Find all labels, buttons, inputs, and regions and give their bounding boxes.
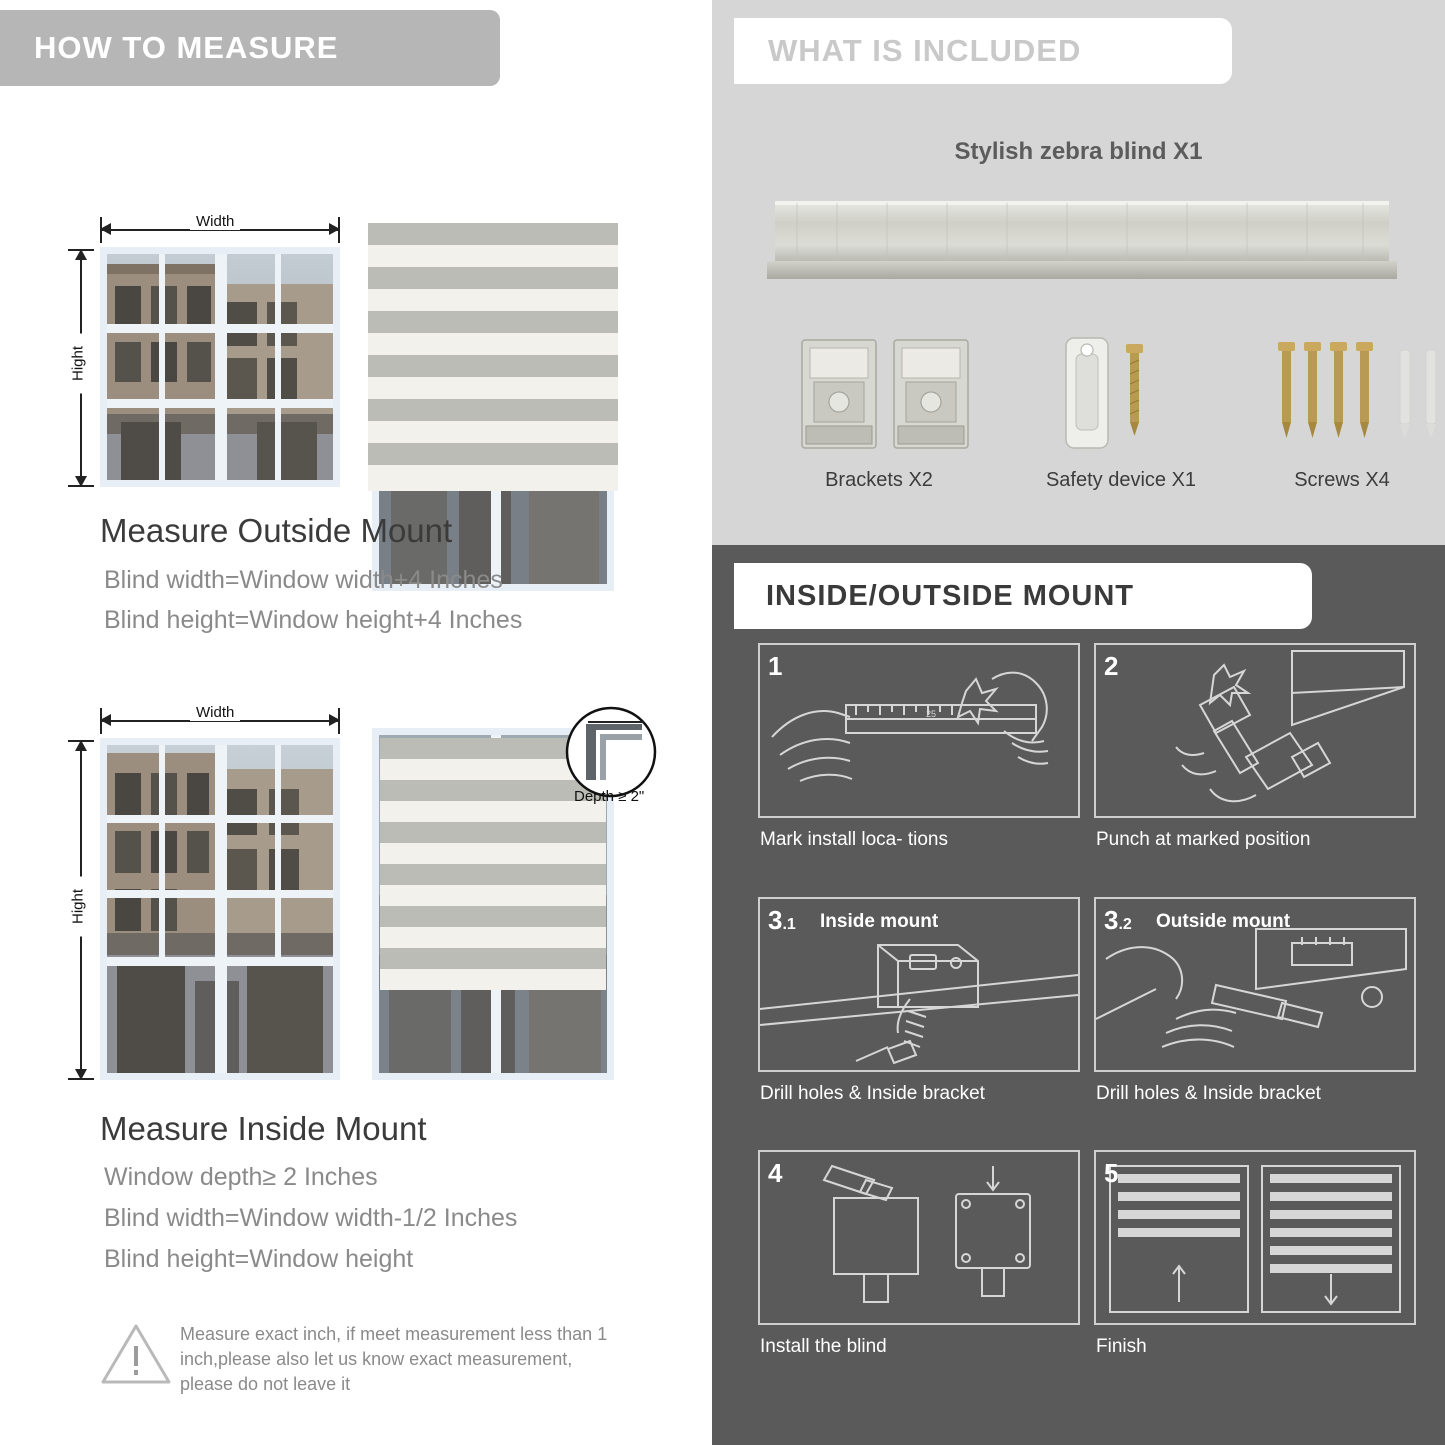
window3-muntin-v2 — [275, 745, 281, 957]
step-2-caption: Punch at marked position — [1096, 829, 1311, 850]
step-2-number: 2 — [1104, 651, 1119, 681]
measure-warning-text: Measure exact inch, if meet measurement less than 1 inch,please also let us know exact measurement, please do not leave it — [180, 1324, 608, 1394]
window3-mullion-h1 — [107, 815, 333, 823]
warning-triangle-icon — [100, 1320, 172, 1386]
what-is-included-banner — [734, 18, 1232, 84]
inside-mount-line-0: Window depth≥ 2 Inches — [104, 1163, 378, 1191]
step-1-number: 1 — [768, 651, 783, 681]
parts-row — [712, 330, 1445, 520]
part-screws-label: Screws X4 — [1294, 469, 1390, 491]
how-to-measure-panel — [0, 0, 712, 1445]
part-safety-device-label: Safety device X1 — [1045, 469, 1197, 491]
outside-width-label: Width — [190, 213, 240, 230]
step-4-number: 4 — [768, 1158, 783, 1188]
window-mullion-h2 — [107, 399, 333, 408]
step-3-2-number: 3.2 — [1104, 905, 1132, 935]
safety-device-icon — [1042, 330, 1292, 460]
inside-outside-mount-panel — [712, 545, 1445, 1445]
measure-warning — [100, 1320, 630, 1410]
inside-width-arrow-right — [329, 714, 340, 726]
finished-blinds-icon — [1096, 1152, 1414, 1323]
outside-mount-line-1: Blind height=Window height+4 Inches — [104, 606, 523, 634]
step-3-1-sublabel: Inside mount — [820, 911, 939, 932]
outside-mount-line-0: Blind width=Window width+4 Inches — [104, 566, 503, 594]
outside-height-arrow-top — [75, 249, 87, 260]
window3-mullion-vertical — [215, 745, 227, 1073]
step-5-caption: Finish — [1096, 1336, 1147, 1357]
depth-label: Depth ≥ 2" — [574, 788, 645, 805]
headrail-illustration — [767, 195, 1397, 290]
inside-height-label: Hight — [70, 877, 87, 937]
inside-height-arrow-bottom — [75, 1069, 87, 1080]
inside-mount-diagram — [0, 700, 712, 1100]
inside-mount-line-2: Blind height=Window height — [104, 1245, 414, 1273]
how-to-measure-title: HOW TO MEASURE — [34, 30, 339, 65]
outside-mount-title: Measure Outside Mount — [100, 512, 453, 549]
window-muntin-v1 — [159, 254, 165, 480]
step-5-number: 5 — [1104, 1158, 1119, 1188]
step-3-2 — [1094, 897, 1416, 1112]
step-2-art — [1094, 643, 1416, 818]
zebra-stripes — [368, 223, 618, 491]
outside-mount-diagram — [0, 105, 712, 515]
step-3-1-number: 3.1 — [768, 905, 796, 935]
outside-height-arrow-bottom — [75, 476, 87, 487]
screws-icon — [1272, 330, 1445, 460]
inside-width-arrow-left — [100, 714, 111, 726]
inside-height-arrow-top — [75, 740, 87, 751]
what-is-included-title: WHAT IS INCLUDED — [768, 33, 1082, 68]
inside-outside-mount-title: INSIDE/OUTSIDE MOUNT — [766, 579, 1135, 612]
inside-window-illustration — [100, 738, 340, 1080]
step-3-2-sublabel: Outside mount — [1156, 911, 1291, 932]
inside-outside-mount-banner — [734, 563, 1312, 629]
product-label: Stylish zebra blind X1 — [954, 138, 1203, 165]
zebra-blind-outside — [368, 223, 618, 491]
inside-width-label: Width — [190, 704, 240, 721]
install-blind-icon — [760, 1152, 1078, 1323]
part-screws — [1272, 330, 1445, 520]
part-brackets-label: Brackets X2 — [825, 469, 933, 491]
window3-muntin-v1 — [159, 745, 165, 957]
window3-mullion-h3 — [107, 957, 333, 966]
outside-window-illustration — [100, 247, 340, 487]
step-4 — [758, 1150, 1080, 1365]
how-to-measure-banner — [0, 10, 500, 86]
window-mullion-h1 — [107, 324, 333, 333]
step-3-1 — [758, 897, 1080, 1112]
step-4-art — [758, 1150, 1080, 1325]
outside-width-arrow-right — [329, 223, 340, 235]
step-5 — [1094, 1150, 1416, 1365]
step-1 — [758, 643, 1080, 858]
outside-width-arrow-left — [100, 223, 111, 235]
what-is-included-panel — [712, 0, 1445, 545]
measure-tape-hands-icon — [760, 645, 1078, 816]
step-2 — [1094, 643, 1416, 858]
step-5-art — [1094, 1150, 1416, 1325]
svg-text:25: 25 — [926, 709, 937, 719]
step-3-1-caption: Drill holes & Inside bracket — [760, 1083, 985, 1104]
step-1-art — [758, 643, 1080, 818]
brackets-icon — [784, 330, 1034, 460]
window-mullion-vertical — [215, 254, 227, 480]
inside-mount-line-1: Blind width=Window width-1/2 Inches — [104, 1204, 518, 1232]
step-4-caption: Install the blind — [760, 1336, 887, 1357]
window-muntin-v2 — [275, 254, 281, 480]
drill-punch-icon — [1096, 645, 1414, 816]
inside-mount-title: Measure Inside Mount — [100, 1110, 427, 1147]
step-1-caption: Mark install loca- tions — [760, 829, 948, 850]
step-3-2-caption: Drill holes & Inside bracket — [1096, 1083, 1321, 1104]
window3-mullion-h2 — [107, 890, 333, 898]
outside-height-label: Hight — [70, 334, 87, 394]
